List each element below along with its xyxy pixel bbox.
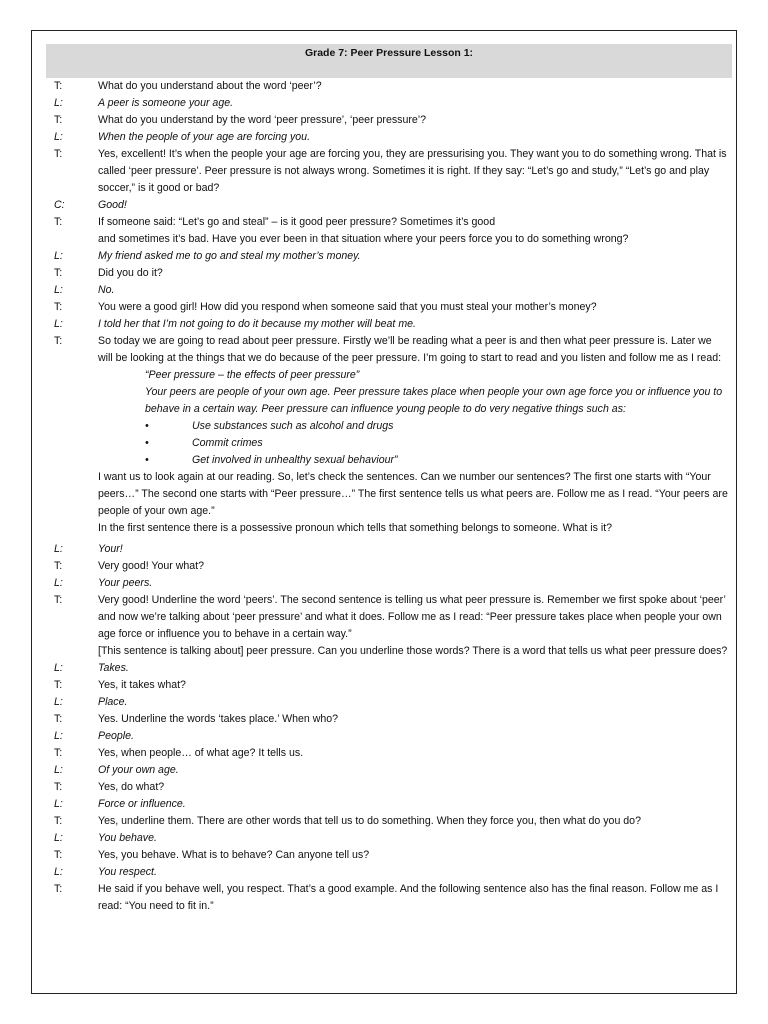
speaker-label: T: — [54, 560, 63, 572]
utterance-text: Yes, underline them. There are other words that tell us to do something. When they force you, then what do you do? — [98, 815, 641, 827]
dialogue-line — [0, 299, 768, 316]
utterance-text: Of your own age. — [98, 764, 179, 776]
bullet-item — [0, 435, 768, 452]
speaker-label: L: — [54, 730, 63, 742]
speaker-label: L: — [54, 543, 63, 555]
dialogue-block-4 — [0, 660, 768, 915]
speaker-label: L: — [54, 798, 63, 810]
lesson-title: Grade 7: Peer Pressure Lesson 1: — [304, 47, 474, 59]
speaker-label: T: — [54, 80, 63, 92]
transcript-body — [0, 78, 768, 915]
utterance-text: Yes, when people… of what age? It tells us. — [98, 747, 304, 759]
dialogue-line — [0, 694, 768, 711]
bullet-text: Use substances such as alcohol and drugs — [192, 420, 394, 432]
bullet-icon: • — [145, 437, 149, 449]
dialogue-line — [0, 265, 768, 282]
utterance-text: What do you understand about the word ‘peer’? — [98, 80, 322, 92]
bullet-icon: • — [145, 420, 149, 432]
dialogue-line — [0, 813, 768, 830]
speaker-label: L: — [54, 284, 63, 296]
utterance-text: What do you understand by the word ‘peer pressure’, ‘peer pressure’? — [98, 114, 426, 126]
bullet-text: Commit crimes — [192, 437, 263, 449]
speaker-label: T: — [54, 267, 63, 279]
dialogue-line — [0, 558, 768, 575]
utterance-text: You were a good girl! How did you respond when someone said that you must steal your mother’s money? — [98, 301, 597, 313]
bullet-icon: • — [145, 454, 149, 466]
dialogue-line — [0, 541, 768, 558]
utterance-text: Did you do it? — [98, 267, 163, 279]
utterance-text: A peer is someone your age. — [98, 97, 234, 109]
lesson-title-bar — [46, 44, 732, 78]
dialogue-line — [0, 129, 768, 146]
utterance-text: Very good! Underline the word ‘peers’. The second sentence is telling us what peer pressure is. Remember we first spoke about ‘peer’ and now we’re talking about ‘peer pressure’ and what it does. Follow me as I read: “Peer pressure takes place when people your own age force or influence you to behave in a certain way.” — [98, 594, 726, 640]
speaker-label: T: — [54, 335, 63, 347]
dialogue-line — [0, 677, 768, 694]
speaker-label: T: — [54, 781, 63, 793]
speaker-label: L: — [54, 318, 63, 330]
dialogue-line — [0, 95, 768, 112]
dialogue-line — [0, 864, 768, 881]
utterance-text: Good! — [98, 199, 127, 211]
utterance-text: Your! — [98, 543, 123, 555]
dialogue-line — [0, 78, 768, 95]
quote-body: Your peers are people of your own age. Peer pressure takes place when people your own age force you or influence you to behave in a certain way. Peer pressure can influence young people to do very negative things such as: — [145, 386, 723, 415]
dialogue-line — [0, 316, 768, 333]
speaker-label: L: — [54, 866, 63, 878]
speaker-label: T: — [54, 713, 63, 725]
speaker-label: T: — [54, 849, 63, 861]
utterance-text: You behave. — [98, 832, 157, 844]
speaker-label: T: — [54, 679, 63, 691]
utterance-text: So today we are going to read about peer pressure. Firstly we’ll be reading what a peer is and then what peer pressure is. Later we will be looking at the things that we do because of the peer pressure. I’m going to start to read and you listen and follow me as I read: — [98, 335, 722, 364]
speaker-label: L: — [54, 832, 63, 844]
dialogue-line — [0, 830, 768, 847]
utterance-text: No. — [98, 284, 115, 296]
speaker-label: T: — [54, 594, 63, 606]
utterance-text: Yes, it takes what? — [98, 679, 186, 691]
utterance-text: Yes, you behave. What is to behave? Can anyone tell us? — [98, 849, 370, 861]
utterance-text: People. — [98, 730, 134, 742]
quote-title: “Peer pressure – the effects of peer pressure” — [145, 369, 360, 381]
speaker-label: C: — [54, 199, 65, 211]
speaker-label: T: — [54, 747, 63, 759]
speaker-label: T: — [54, 148, 63, 160]
dialogue-line — [0, 762, 768, 779]
speaker-label: T: — [54, 301, 63, 313]
utterance-text: He said if you behave well, you respect. That’s a good example. And the following sentence also has the final reason. Follow me as I read: “You need to fit in.” — [98, 883, 719, 912]
speaker-label: T: — [54, 114, 63, 126]
speaker-label: L: — [54, 764, 63, 776]
utterance-text: Very good! Your what? — [98, 560, 205, 572]
dialogue-line — [0, 333, 768, 367]
utterance-text: When the people of your age are forcing you. — [98, 131, 311, 143]
continuation-paragraph-1: I want us to look again at our reading. So, let’s check the sentences. Can we number our sentences? The first one starts with “Your peers…” The second one starts with “Peer pressure…” The first sentence tells us what peers are. Follow me as I read. “Your peers are people of your own age.” — [98, 471, 728, 517]
dialogue-line — [0, 711, 768, 728]
utterance-text: My friend asked me to go and steal my mother’s money. — [98, 250, 361, 262]
dialogue-line — [0, 575, 768, 592]
utterance-text: You respect. — [98, 866, 157, 878]
dialogue-line — [0, 728, 768, 745]
dialogue-block-2 — [0, 248, 768, 367]
dialogue-line — [0, 112, 768, 129]
dialogue-line — [0, 796, 768, 813]
bullet-item — [0, 418, 768, 435]
utterance-text: I told her that I’m not going to do it because my mother will beat me. — [98, 318, 416, 330]
utterance-text: Force or influence. — [98, 798, 186, 810]
speaker-label: L: — [54, 250, 63, 262]
utterance-text: Yes, excellent! It’s when the people your age are forcing you, they are pressurising you. They want you to do something wrong. That is called ‘peer pressure’. Peer pressure is not always wrong. Sometimes it is right. If they say: “Let’s go and study,” “Let’s go and play soccer,” is it good or bad? — [98, 148, 727, 194]
utterance-text: Yes. Underline the words ‘takes place.’ When who? — [98, 713, 339, 725]
utterance-text: Takes. — [98, 662, 129, 674]
dialogue-line — [0, 847, 768, 864]
speaker-label: L: — [54, 696, 63, 708]
dialogue-line — [0, 779, 768, 796]
dialogue-line — [0, 660, 768, 677]
utterance-text: Your peers. — [98, 577, 153, 589]
speaker-label: L: — [54, 131, 63, 143]
bullet-list — [0, 418, 768, 469]
dialogue-line — [0, 881, 768, 915]
dialogue-block-3 — [0, 541, 768, 643]
utterance-text: Place. — [98, 696, 128, 708]
dialogue-line — [0, 197, 768, 214]
speaker-label: L: — [54, 97, 63, 109]
speaker-label: T: — [54, 216, 63, 228]
dialogue-line — [0, 282, 768, 299]
continuation-line: [This sentence is talking about] peer pressure. Can you underline those words? There is a word that tells us what peer pressure does? — [98, 645, 728, 657]
continuation-line: and sometimes it’s bad. Have you ever been in that situation where your peers force you to do something wrong? — [98, 233, 629, 245]
utterance-text: If someone said: “Let’s go and steal” – is it good peer pressure? Sometimes it’s good — [98, 216, 496, 228]
dialogue-line — [0, 146, 768, 197]
dialogue-line — [0, 248, 768, 265]
speaker-label: T: — [54, 883, 63, 895]
speaker-label: T: — [54, 815, 63, 827]
dialogue-line — [0, 745, 768, 762]
continuation-paragraph-2: In the first sentence there is a possessive pronoun which tells that something belongs to someone. What is it? — [98, 522, 613, 534]
dialogue-line — [0, 592, 768, 643]
utterance-text: Yes, do what? — [98, 781, 165, 793]
bullet-item — [0, 452, 768, 469]
dialogue-block-1 — [0, 78, 768, 231]
speaker-label: L: — [54, 577, 63, 589]
bullet-text: Get involved in unhealthy sexual behaviour” — [192, 454, 398, 466]
dialogue-line — [0, 214, 768, 231]
speaker-label: L: — [54, 662, 63, 674]
